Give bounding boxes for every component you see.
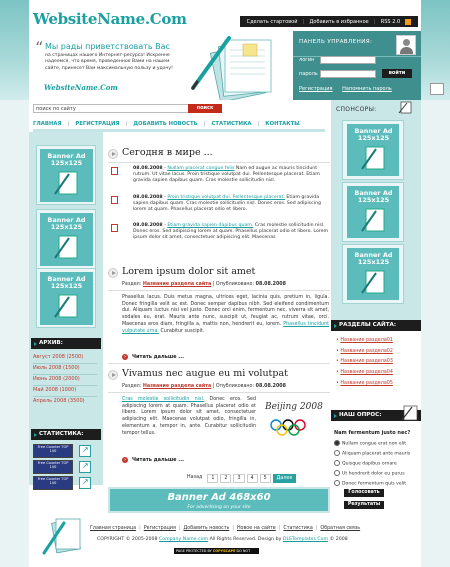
register-link[interactable]: Регистрация xyxy=(299,86,333,92)
calendar-icon xyxy=(111,196,118,204)
company-link[interactable]: Company Name.com xyxy=(158,537,209,542)
results-button[interactable]: Результаты xyxy=(344,501,384,509)
welcome-title: Мы рады приветствовать Вас xyxy=(45,42,170,51)
notepad-pen-illustration xyxy=(185,30,293,100)
post-text-end: Curabitur suscipit. xyxy=(160,328,205,334)
section-item: • Название раздела04 xyxy=(336,370,393,376)
news-text: Nam ed augue ac mauris tincidunt rutrum. Ut vitae lacus. Proin tristique volutpat dui. Pellentesque placerat. Etiam gravida sapien dapibus quam. Cras molestie sollicitudin nisl. xyxy=(133,166,320,183)
external-link-icon[interactable] xyxy=(79,445,91,457)
published-label: Опубликовано: xyxy=(215,384,255,389)
play-icon xyxy=(108,370,118,380)
meta-divider xyxy=(108,290,330,291)
bottom-banner[interactable] xyxy=(108,487,330,513)
archive-item[interactable]: Июнь 2008 (2000) xyxy=(33,376,80,382)
search-button[interactable]: поиск xyxy=(188,104,222,113)
left-banner-2[interactable] xyxy=(36,209,96,269)
news-link[interactable]: Nullam placerat congue felis xyxy=(167,166,235,171)
post-divider xyxy=(108,363,330,364)
news-link[interactable]: Proin tristique volutpat dui. Pellentesque placerat. xyxy=(167,195,285,200)
post-title[interactable]: Lorem ipsum dolor sit amet xyxy=(122,266,256,277)
vote-button[interactable]: Голосовать xyxy=(344,489,384,497)
rss-link[interactable]: RSS 2.0 xyxy=(380,18,401,25)
search-input[interactable]: поиск по сайту xyxy=(33,104,191,113)
copyscape-badge[interactable] xyxy=(174,548,259,559)
section-label: Раздел: xyxy=(122,384,142,389)
news-link[interactable]: Etiam gravida sapien dapibus quam. xyxy=(167,223,254,228)
archive-item[interactable]: Июль 2008 (1500) xyxy=(33,365,80,371)
banner-subtitle: For advertising on your site xyxy=(187,505,251,510)
login-input[interactable] xyxy=(320,56,376,64)
pager-page[interactable]: 2 xyxy=(220,474,231,483)
password-label: пароль xyxy=(299,71,318,77)
footer-link[interactable]: Главная страница xyxy=(90,526,137,531)
copyright-text: COPYRIGHT © 2005-2008 xyxy=(97,537,158,542)
poll-option[interactable]: Ut hendrerit dolor eu purus xyxy=(334,470,405,477)
banner-title: Banner Ad 125x125 xyxy=(47,152,86,167)
banner-title: Banner Ad 125x125 xyxy=(47,216,86,231)
panel-links xyxy=(299,86,400,92)
archive-item[interactable]: Май 2008 (1000) xyxy=(33,387,77,393)
external-link-icon[interactable] xyxy=(79,477,91,489)
counter-badge[interactable]: Free Counter TOP 100 xyxy=(33,444,73,458)
make-homepage-link[interactable]: Сделать стартовой xyxy=(246,18,298,25)
nav-add-news[interactable]: ДОБАВИТЬ НОВОСТЬ xyxy=(133,121,198,127)
banner-title: Banner Ad 468x60 xyxy=(167,492,271,503)
designer-link[interactable]: DLETemplates.Com xyxy=(282,537,329,542)
copyright-text: © 2008 xyxy=(329,537,348,542)
news-date: 08.08.2008 xyxy=(133,223,163,228)
notepad-icon xyxy=(360,267,388,297)
footer-notepad-illustration xyxy=(42,513,82,557)
poll-header: НАШ ОПРОС: xyxy=(331,410,421,421)
section-link[interactable]: Название раздела02 xyxy=(340,348,393,354)
statistics-header: СТАТИСТИКА: xyxy=(31,429,101,440)
news-date: 08.08.2008 xyxy=(133,195,163,200)
post-text: Donec eros. Sed adipiscing lorem at quam. Phasellus placerat odio et libero. Lorem ipsum dolor sit amet, consectetuer adipiscing elit. Maecenas volutpat odio, fringilla in, elementum a, tempor in, ante. Curabitur sollicitudin tempor tellus. xyxy=(122,397,256,436)
sponsor-banner-2[interactable] xyxy=(342,182,404,242)
login-button[interactable]: войти xyxy=(382,69,412,78)
pager-page[interactable]: 3 xyxy=(233,474,244,483)
post-meta: Раздел: Название раздела сайта | Опубликовано: 08.08.2008 xyxy=(122,282,286,287)
post-text: Phasellus lacus. Duis metus magna, ultrices eget, lacinia quis, pretium in, ligula. Donec fringilla velit ac est. Donec semper dapibus nibh. Sed eleifend condimentum dui. Aliquam luctus nisi vel justo. Donec orci enim, fermentum nec, viverra sit amet, sodales eu, erat. Mauris ante nunc, suscipit ut, feugiat ac, rutrum vitae, orci. Maecenas eros diam, fringilla a, mattis non, hendrerit eu, lorem. xyxy=(122,295,329,327)
banner-title: Banner Ad 125x125 xyxy=(47,275,86,290)
copyscape-brand: COPYSCAPE xyxy=(212,549,236,553)
password-input[interactable] xyxy=(320,70,376,78)
pagination xyxy=(184,474,296,483)
pager-page[interactable]: 4 xyxy=(247,474,258,483)
quote-icon: “ xyxy=(35,38,44,57)
counter-badge[interactable]: Free Counter TOP 100 xyxy=(33,476,73,490)
sponsor-banner-3[interactable] xyxy=(342,244,404,304)
nav-home[interactable]: ГЛАВНАЯ xyxy=(33,121,62,127)
olympic-rings-icon xyxy=(266,418,322,438)
external-link-icon[interactable] xyxy=(79,461,91,473)
sponsors-title: СПОНСОРЫ: xyxy=(336,106,377,113)
calendar-icon xyxy=(111,224,118,232)
nav-separator: | xyxy=(257,121,260,127)
post-inline-link[interactable]: Phasellus tincidunt vulputate urna. xyxy=(122,321,329,334)
notepad-icon xyxy=(360,143,388,173)
meta-divider xyxy=(108,392,330,393)
play-icon xyxy=(108,149,118,159)
news-item: 08.08.2008 - Nullam placerat congue felis Nam ed augue ac mauris tincidunt rutrum. Ut vitae lacus. Proin tristique volutpat dui. Pellentesque placerat. Etiam gravida sapien dapibus quam. Cras molestie sollicitudin nisl. xyxy=(133,166,320,183)
section-item: • Название раздела02 xyxy=(336,348,393,354)
banner-title: Banner Ad 125x125 xyxy=(354,127,393,142)
footer-link[interactable]: Добавить новость xyxy=(183,526,230,531)
section-item: • Название раздела05 xyxy=(336,380,393,386)
sections-header: РАЗДЕЛЫ САЙТА: xyxy=(331,320,421,331)
user-avatar-icon xyxy=(396,35,416,55)
rss-icon[interactable] xyxy=(405,19,411,25)
footer-link[interactable]: Обратная связь xyxy=(320,526,361,531)
sponsor-banner-1[interactable] xyxy=(342,120,404,180)
left-banner-1[interactable] xyxy=(36,145,96,205)
notepad-icon xyxy=(398,100,414,114)
section-label: Раздел: xyxy=(122,282,142,287)
copyscape-text: PAGE PROTECTED BY xyxy=(176,549,212,553)
read-more-link[interactable]: › Читать дальше ... xyxy=(122,354,184,360)
post-section-link[interactable]: Название раздела сайта xyxy=(142,282,212,287)
copyright xyxy=(97,537,348,542)
news-item: 08.08.2008 - Etiam gravida sapien dapibus quam. Cras molestie sollicitudin nisl. Donec eros. Sed adipiscing lorem at quam. Phasellus placerat odio et libero. Lorem ipsum dolor sit amet, consectetuer adipiscing elit. Maecenas xyxy=(133,223,329,240)
section-item: • Название раздела01 xyxy=(336,338,393,343)
published-label: Опубликовано: xyxy=(215,282,255,287)
post-meta: Раздел: Название раздела сайта | Опубликовано: 08.08.2008 xyxy=(122,384,286,389)
news-item: 08.08.2008 - Proin tristique volutpat dui. Pellentesque placerat. Etiam gravida sapien dapibus quam. Cras molestie sollicitudin nisl. Donec eros. Sed adipiscing lorem at quam. Phasellus placerat odio et libero. xyxy=(133,195,321,212)
login-label: логин xyxy=(299,57,315,63)
nav-contacts[interactable]: КОНТАКТЫ xyxy=(265,121,300,127)
poll-option[interactable]: Quisque dapibus ornare xyxy=(334,460,397,467)
copyscape-text: DO NOT COPY xyxy=(176,549,251,559)
banner-title: Banner Ad 125x125 xyxy=(354,189,393,204)
top-links-bar: Сделать стартовой | Добавить в избранное | RSS 2.0 xyxy=(240,16,418,27)
site-logo[interactable]: WebsiteName.Com xyxy=(33,10,187,28)
footer-link[interactable]: Новое на сайте xyxy=(236,526,276,531)
post-date: 08.08.2008 xyxy=(255,384,286,389)
footer-link[interactable]: Регистрация xyxy=(143,526,176,531)
notepad-icon xyxy=(360,205,388,235)
section-link[interactable]: Название раздела04 xyxy=(340,370,393,376)
post-date: 08.08.2008 xyxy=(255,282,286,287)
post-inline-link[interactable]: Cras molestie sollicitudin nisl. xyxy=(122,397,205,402)
nav-separator: | xyxy=(203,121,206,127)
pager-prev[interactable]: Назад xyxy=(187,475,203,480)
news-text: Cras molestie sollicitudin nisl. Donec eros. Sed adipiscing lorem at quam. Phasellus placerat odio et libero. Lorem ipsum dolor sit amet, consectetuer adipiscing elit. Maecenas xyxy=(133,223,329,240)
calendar-icon xyxy=(111,167,118,175)
poll-question: Nam fermentum justo nec? xyxy=(334,430,411,436)
archive-item[interactable]: Апрель 2008 (3500) xyxy=(33,398,85,404)
post-body xyxy=(122,397,256,437)
footer-link[interactable]: Статистика xyxy=(283,526,313,531)
add-favorites-link[interactable]: Добавить в избранное xyxy=(309,18,369,25)
pencil-note-icon xyxy=(430,83,444,95)
panel-title: ПАНЕЛЬ УПРАВЛЕНИЯ: xyxy=(299,39,373,45)
news-text: Etiam gravida sapien dapibus quam. Cras molestie sollicitudin nisl. Donec eros. Sed adipiscing lorem at quam. Phasellus placerat odio et libero. xyxy=(133,195,321,212)
password-reminder-link[interactable]: Напомнить пароль xyxy=(342,86,392,92)
poll-option[interactable]: Aliquam placerat ante mauris xyxy=(334,450,410,457)
section-link[interactable]: Название раздела01 xyxy=(340,338,393,343)
nav-statistics[interactable]: СТАТИСТИКА xyxy=(211,121,252,127)
section-link[interactable]: Название раздела05 xyxy=(340,380,393,386)
nav-separator: | xyxy=(67,121,70,127)
footer-links: Главная страница | Регистрация | Добавить новость | Новое на сайте | Статистика | Обратная связь xyxy=(90,526,361,531)
banner-title: Banner Ad 125x125 xyxy=(354,251,393,266)
olympic-image xyxy=(259,400,329,440)
nav-register[interactable]: РЕГИСТРАЦИЯ xyxy=(75,121,120,127)
poll-notepad-icon xyxy=(400,404,420,422)
header-sublogo: WebsiteName.Com xyxy=(44,83,118,92)
news-block-title[interactable]: Сегодня в мире ... xyxy=(122,147,213,158)
archive-item[interactable]: Август 2008 (2500) xyxy=(33,354,84,360)
post-title[interactable]: Vivamus nec augue eu mi volutpat xyxy=(122,368,288,379)
copyright-text: All Rights Reserved. Design by xyxy=(209,537,282,542)
notepad-icon xyxy=(53,168,81,198)
news-date: 08.08.2008 xyxy=(133,166,163,171)
section-item: • Название раздела03 xyxy=(336,359,393,365)
post-section-link[interactable]: Название раздела сайта xyxy=(142,384,212,389)
post-body xyxy=(122,295,329,335)
welcome-text: на страницах нашего Интернет-ресурса! Искренне надеемся, что время, проведенное Вами на нашем сайте, принесет Вам максимальную пользу и удачу! xyxy=(45,53,173,71)
title-divider xyxy=(108,162,330,163)
read-more-link[interactable]: › Читать дальше ... xyxy=(122,457,184,463)
archive-header: АРХИВ: xyxy=(31,338,101,349)
olympic-caption: Beijing 2008 xyxy=(265,402,323,412)
notepad-icon xyxy=(53,291,81,321)
play-icon xyxy=(108,268,118,278)
notepad-icon xyxy=(53,232,81,262)
section-link[interactable]: Название раздела03 xyxy=(340,359,393,365)
nav-separator: | xyxy=(125,121,128,127)
pager-page[interactable]: 5 xyxy=(260,474,271,483)
poll-option[interactable]: Donec fermentum quis velit xyxy=(334,480,406,487)
pager-page[interactable]: 1 xyxy=(207,474,218,483)
pager-next[interactable]: Далее xyxy=(273,474,297,483)
sections-list xyxy=(336,336,393,390)
left-banner-3[interactable] xyxy=(36,268,96,328)
poll-option[interactable]: Nullam congue erat non elit xyxy=(334,440,406,447)
main-nav xyxy=(33,121,325,127)
counter-badge[interactable]: Free Counter TOP 100 xyxy=(33,460,73,474)
